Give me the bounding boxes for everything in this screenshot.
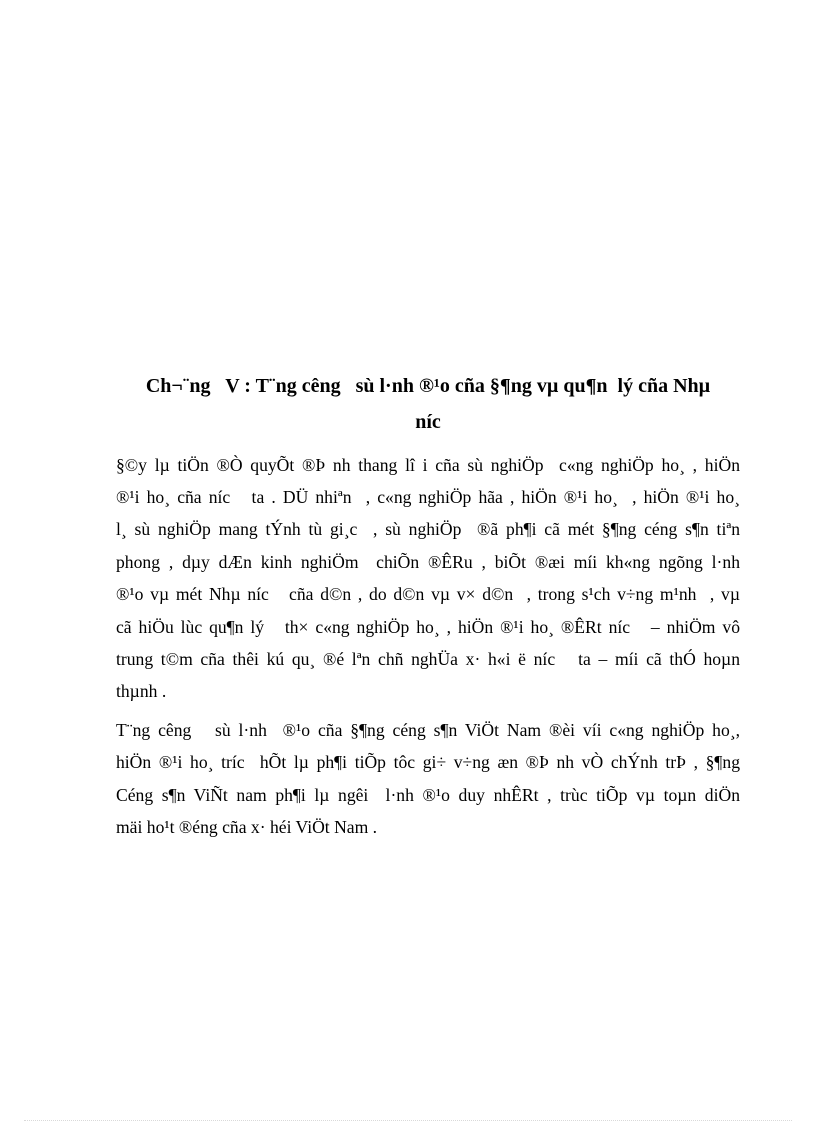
paragraph-1-line: l¸ sù nghiÖp mang tÝnh tù gi¸c , sù nghiÖp ®ã ph¶i cã mét §¶ng céng s¶n tiªn	[116, 519, 740, 539]
paragraph-2-line: T¨ng cêng sù l·nh ®¹o cña §¶ng céng s¶n ViÖt Nam ®èi víi c«ng nghiÖp ho¸,	[116, 720, 740, 740]
chapter-title-line-1: Ch¬¨ng V : T¨ng cêng sù l·nh ®¹o cña §¶ng vµ qu¶n lý cña Nhµ	[145, 375, 711, 397]
page-bottom-divider	[24, 1120, 792, 1121]
chapter-title-line-2: níc	[415, 411, 441, 433]
paragraph-1-line: cã hiÖu lùc qu¶n lý th× c«ng nghiÖp ho¸ , hiÖn ®¹i ho¸ ®ÊRt níc – nhiÖm vô	[116, 617, 740, 637]
paragraph-2-line: mäi ho¹t ®éng cña x· héi ViÖt Nam .	[116, 817, 378, 837]
paragraph-1-line: ®¹o vµ mét Nhµ níc cña d©n , do d©n vµ v× d©n , trong s¹ch v÷ng m¹nh , vµ	[116, 584, 740, 604]
paragraph-1-line: ®¹i ho¸ cña níc ta . DÜ nhiªn , c«ng nghiÖp hãa , hiÖn ®¹i ho¸ , hiÖn ®¹i ho¸	[116, 487, 740, 507]
paragraph-1-line: thµnh .	[116, 681, 167, 701]
paragraph-1-line: trung t©m cña thêi kú qu¸ ®é lªn chñ nghÜa x· h«i ë níc ta – míi cã thÓ hoµn	[116, 649, 740, 669]
paragraph-1-line: phong , dµy dÆn kinh nghiÖm chiÕn ®ÊRu , biÕt ®æi míi kh«ng ngõng l·nh	[116, 552, 740, 572]
paragraph-2-line: Céng s¶n ViÑt nam ph¶i lµ ngêi l·nh ®¹o duy nhÊRt , trùc tiÕp vµ toµn diÖn	[116, 785, 740, 805]
paragraph-2-line: hiÖn ®¹i ho¸ tríc hÕt lµ ph¶i tiÕp tôc gi÷ v÷ng æn ®Þ nh vÒ chÝnh trÞ , §¶ng	[116, 752, 740, 772]
paragraph-1-line: §©y lµ tiÖn ®Ò quyÕt ®Þ nh thang lî i cña sù nghiÖp c«ng nghiÖp ho¸ , hiÖn	[116, 455, 740, 475]
